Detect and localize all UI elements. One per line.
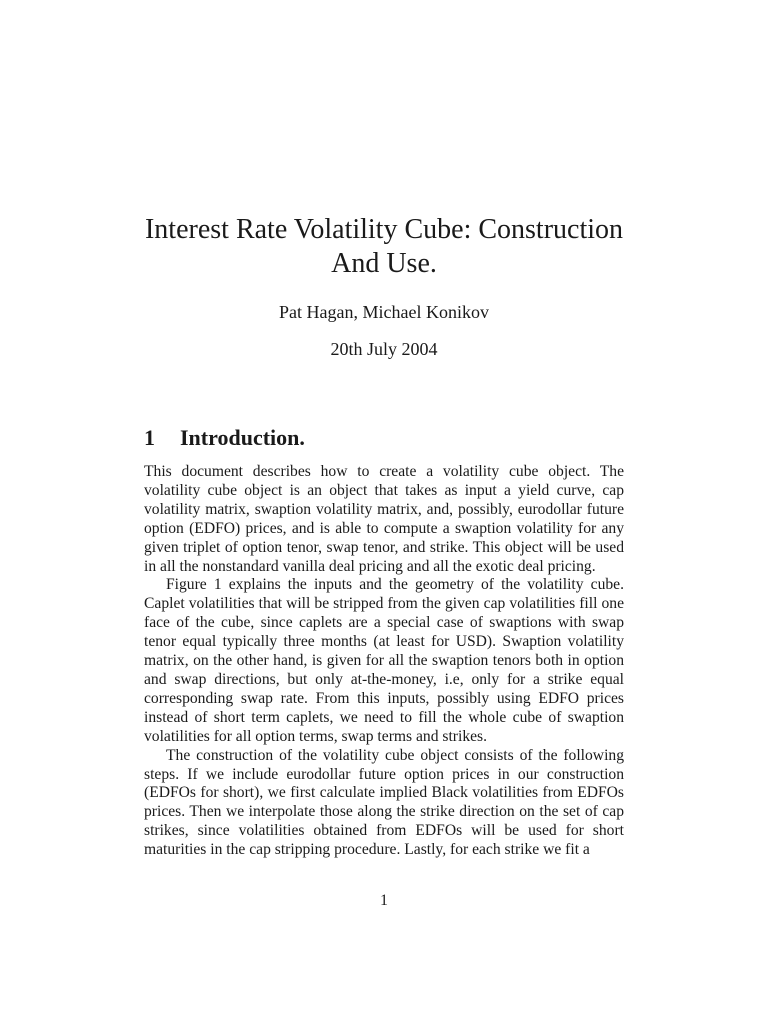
paragraph: Figure 1 explains the inputs and the geometry of the volatility cube. Caplet volatilities that will be stripped from the given cap volatilities fill one face of the cube, since caplets are a special case of swaptions with swap tenor equal typically three months (at least for USD). Swaption volatility matrix, on the other hand, is given for all the swaption tenors both in option and swap directions, but only at-the-money, i.e, only for a strike equal corresponding swap rate. From this inputs, possibly using EDFO prices instead of short term caplets, we need to fill the whole cube of swaption volatilities for all option terms, swap terms and strikes. <box>144 576 624 745</box>
paper-title <box>0 213 768 281</box>
paragraph: The construction of the volatility cube object consists of the following steps. If we include eurodollar future option prices in our construction (EDFOs for short), we first calculate implied Black volatilities from EDFOs prices. Then we interpolate those along the strike direction on the set of cap strikes, since volatilities obtained from EDFOs will be used for short maturities in the cap stripping procedure. Lastly, for each strike we fit a <box>144 746 624 859</box>
paper-title-line-1: Interest Rate Volatility Cube: Construction <box>144 214 624 245</box>
paper-authors: Pat Hagan, Michael Konikov <box>279 302 489 322</box>
page-number: 1 <box>380 892 388 909</box>
paragraph: This document describes how to create a volatility cube object. The volatility cube object is an object that takes as input a yield curve, cap volatility matrix, swaption volatility matrix, and, possibly, eurodollar future option (EDFO) prices, and is able to compute a swaption volatility for any given triplet of option tenor, swap tenor, and strike. This object will be used in all the nonstandard vanilla deal pricing and all the exotic deal pricing. <box>144 463 624 575</box>
paper-title-line-2: And Use. <box>331 248 437 279</box>
section-title: Introduction. <box>180 425 305 450</box>
paper-date: 20th July 2004 <box>330 339 438 359</box>
section-number: 1 <box>144 425 155 450</box>
section-body <box>144 463 624 860</box>
section-heading <box>144 424 305 452</box>
